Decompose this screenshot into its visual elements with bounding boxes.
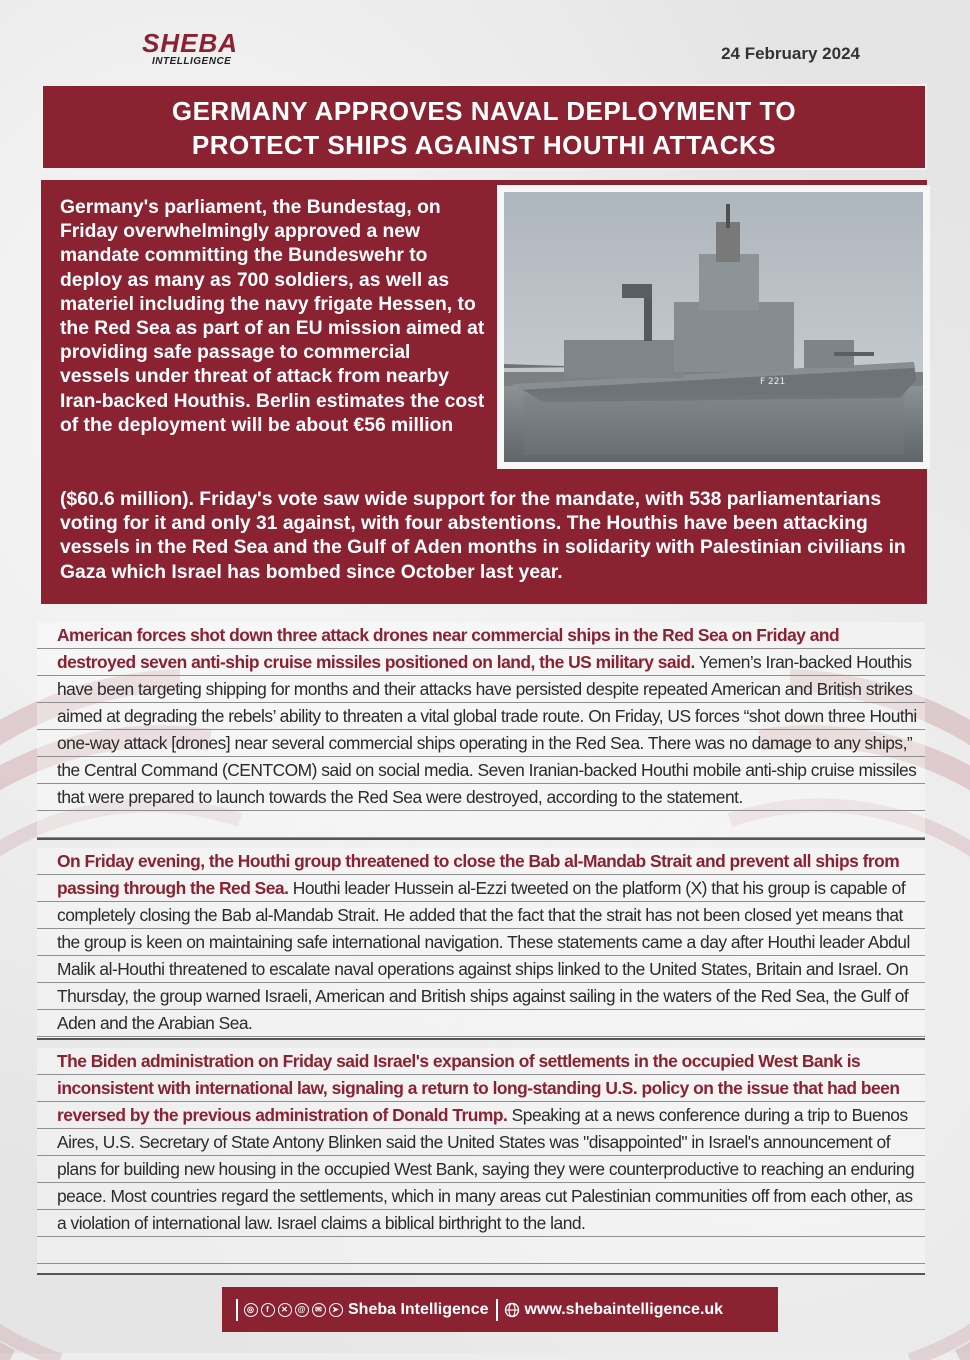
article-3-divider — [37, 1273, 925, 1275]
article-2 — [37, 848, 925, 1038]
title-line-2: PROTECT SHIPS AGAINST HOUTHI ATTACKS — [191, 130, 777, 160]
frigate-image — [504, 192, 923, 462]
article-3-body: Speaking at a news conference during a trip to Buenos Aires, U.S. Secretary of State Antony Blinken said the United States was "disappointed" in Israel's announcement of plans for building new housing in the occupied West Bank, saying they were counterproductive to reaching an enduring peace. Most countries regard the settlements, which in many areas cut Palestinian communities off from each other, as a violation of international law. Israel claims a biblical birthright to the land. — [57, 1105, 915, 1233]
page-title — [43, 94, 925, 162]
telegram-icon[interactable]: ➤ — [329, 1303, 343, 1317]
email-icon[interactable]: ✉ — [312, 1303, 326, 1317]
article-1-body: Yemen’s Iran-backed Houthis have been targeting shipping for months and their attacks have persisted despite repeated American and British strikes aimed at degrading the rebels’ ability to threaten a vital global trade route. On Friday, US forces “shot down three Houthi one-way attack [drones] near several commercial ships operating in the Red Sea. There was no damage to any ships,” the Central Command (CENTCOM) said on social media. Seven Iranian-backed Houthi mobile anti-ship cruise missiles that were prepared to launch towards the Red Sea were destroyed, according to the statement. — [57, 652, 917, 807]
article-1 — [37, 622, 925, 838]
lead-text-below-photo: ($60.6 million). Friday's vote saw wide support for the mandate, with 538 parliamentarians voting for it and only 31 against, with four abstentions. The Houthis have been attacking vessels in the Red Sea and the Gulf of Aden months in solidarity with Palestinian civilians in Gaza which Israel has bombed since October last year. — [60, 489, 906, 583]
logo-name: SHEBA — [142, 28, 239, 58]
x-icon[interactable]: ✕ — [278, 1303, 292, 1317]
instagram-icon[interactable]: ◎ — [244, 1303, 258, 1317]
title-line-1: GERMANY APPROVES NAVAL DEPLOYMENT TO — [171, 96, 797, 126]
globe-icon — [504, 1302, 520, 1318]
threads-icon[interactable]: @ — [295, 1303, 309, 1317]
article-1-divider — [37, 838, 925, 840]
article-1-headline: American forces shot down three attack drones near commercial ships in the Red Sea on Friday and destroyed seven anti-ship cruise missiles positioned on land, the US military said. — [57, 625, 840, 672]
sheba-logo — [138, 28, 258, 72]
lead-text-beside-photo: Germany's parliament, the Bundestag, on Friday overwhelmingly approved a new mandate committing the Bundeswehr to deploy as many as 700 soldiers, as well as materiel including the navy frigate Hessen, to the Red Sea as part of an EU mission aimed at providing safe passage to commercial vessels under threat of attack from nearby Iran-backed Houthis. Berlin estimates the cost of the deployment will be about €56 million — [60, 197, 485, 436]
issue-date: 24 February 2024 — [721, 44, 860, 63]
footer-handle[interactable]: Sheba Intelligence — [348, 1300, 489, 1318]
article-2-divider — [37, 1038, 925, 1040]
footer-separator — [496, 1299, 498, 1321]
facebook-icon[interactable]: f — [261, 1303, 275, 1317]
logo-subtitle: INTELLIGENCE — [152, 56, 232, 67]
article-3 — [37, 1048, 925, 1273]
article-3-headline: The Biden administration on Friday said Israel's expansion of settlements in the occupied West Bank is inconsistent with international law, signaling a return to long-standing U.S. policy on the issue that had been reversed by the previous administration of Donald Trump. — [57, 1051, 900, 1125]
hull-number: F 221 — [760, 377, 786, 387]
title-band — [41, 84, 927, 170]
frigate-photo — [497, 185, 930, 469]
footer-separator — [236, 1299, 238, 1321]
footer-bar — [222, 1287, 778, 1332]
article-2-body: Houthi leader Hussein al-Ezzi tweeted on the platform (X) that his group is capable of completely closing the Bab al-Mandab Strait. He added that the fact that the strait has not been closed yet means that the group is keen on maintaining safe international navigation. These statements came a day after Houthi leader Abdul Malik al-Houthi threatened to escalate naval operations against ships linked to the United States, Britain and Israel. On Thursday, the group warned Israeli, American and British ships against sailing in the waters of the Red Sea, the Gulf of Aden and the Arabian Sea. — [57, 878, 910, 1033]
article-2-headline: On Friday evening, the Houthi group threatened to close the Bab al-Mandab Strait and prevent all ships from passing through the Red Sea. — [57, 851, 900, 898]
footer-website-link[interactable]: www.shebaintelligence.uk — [524, 1300, 724, 1318]
